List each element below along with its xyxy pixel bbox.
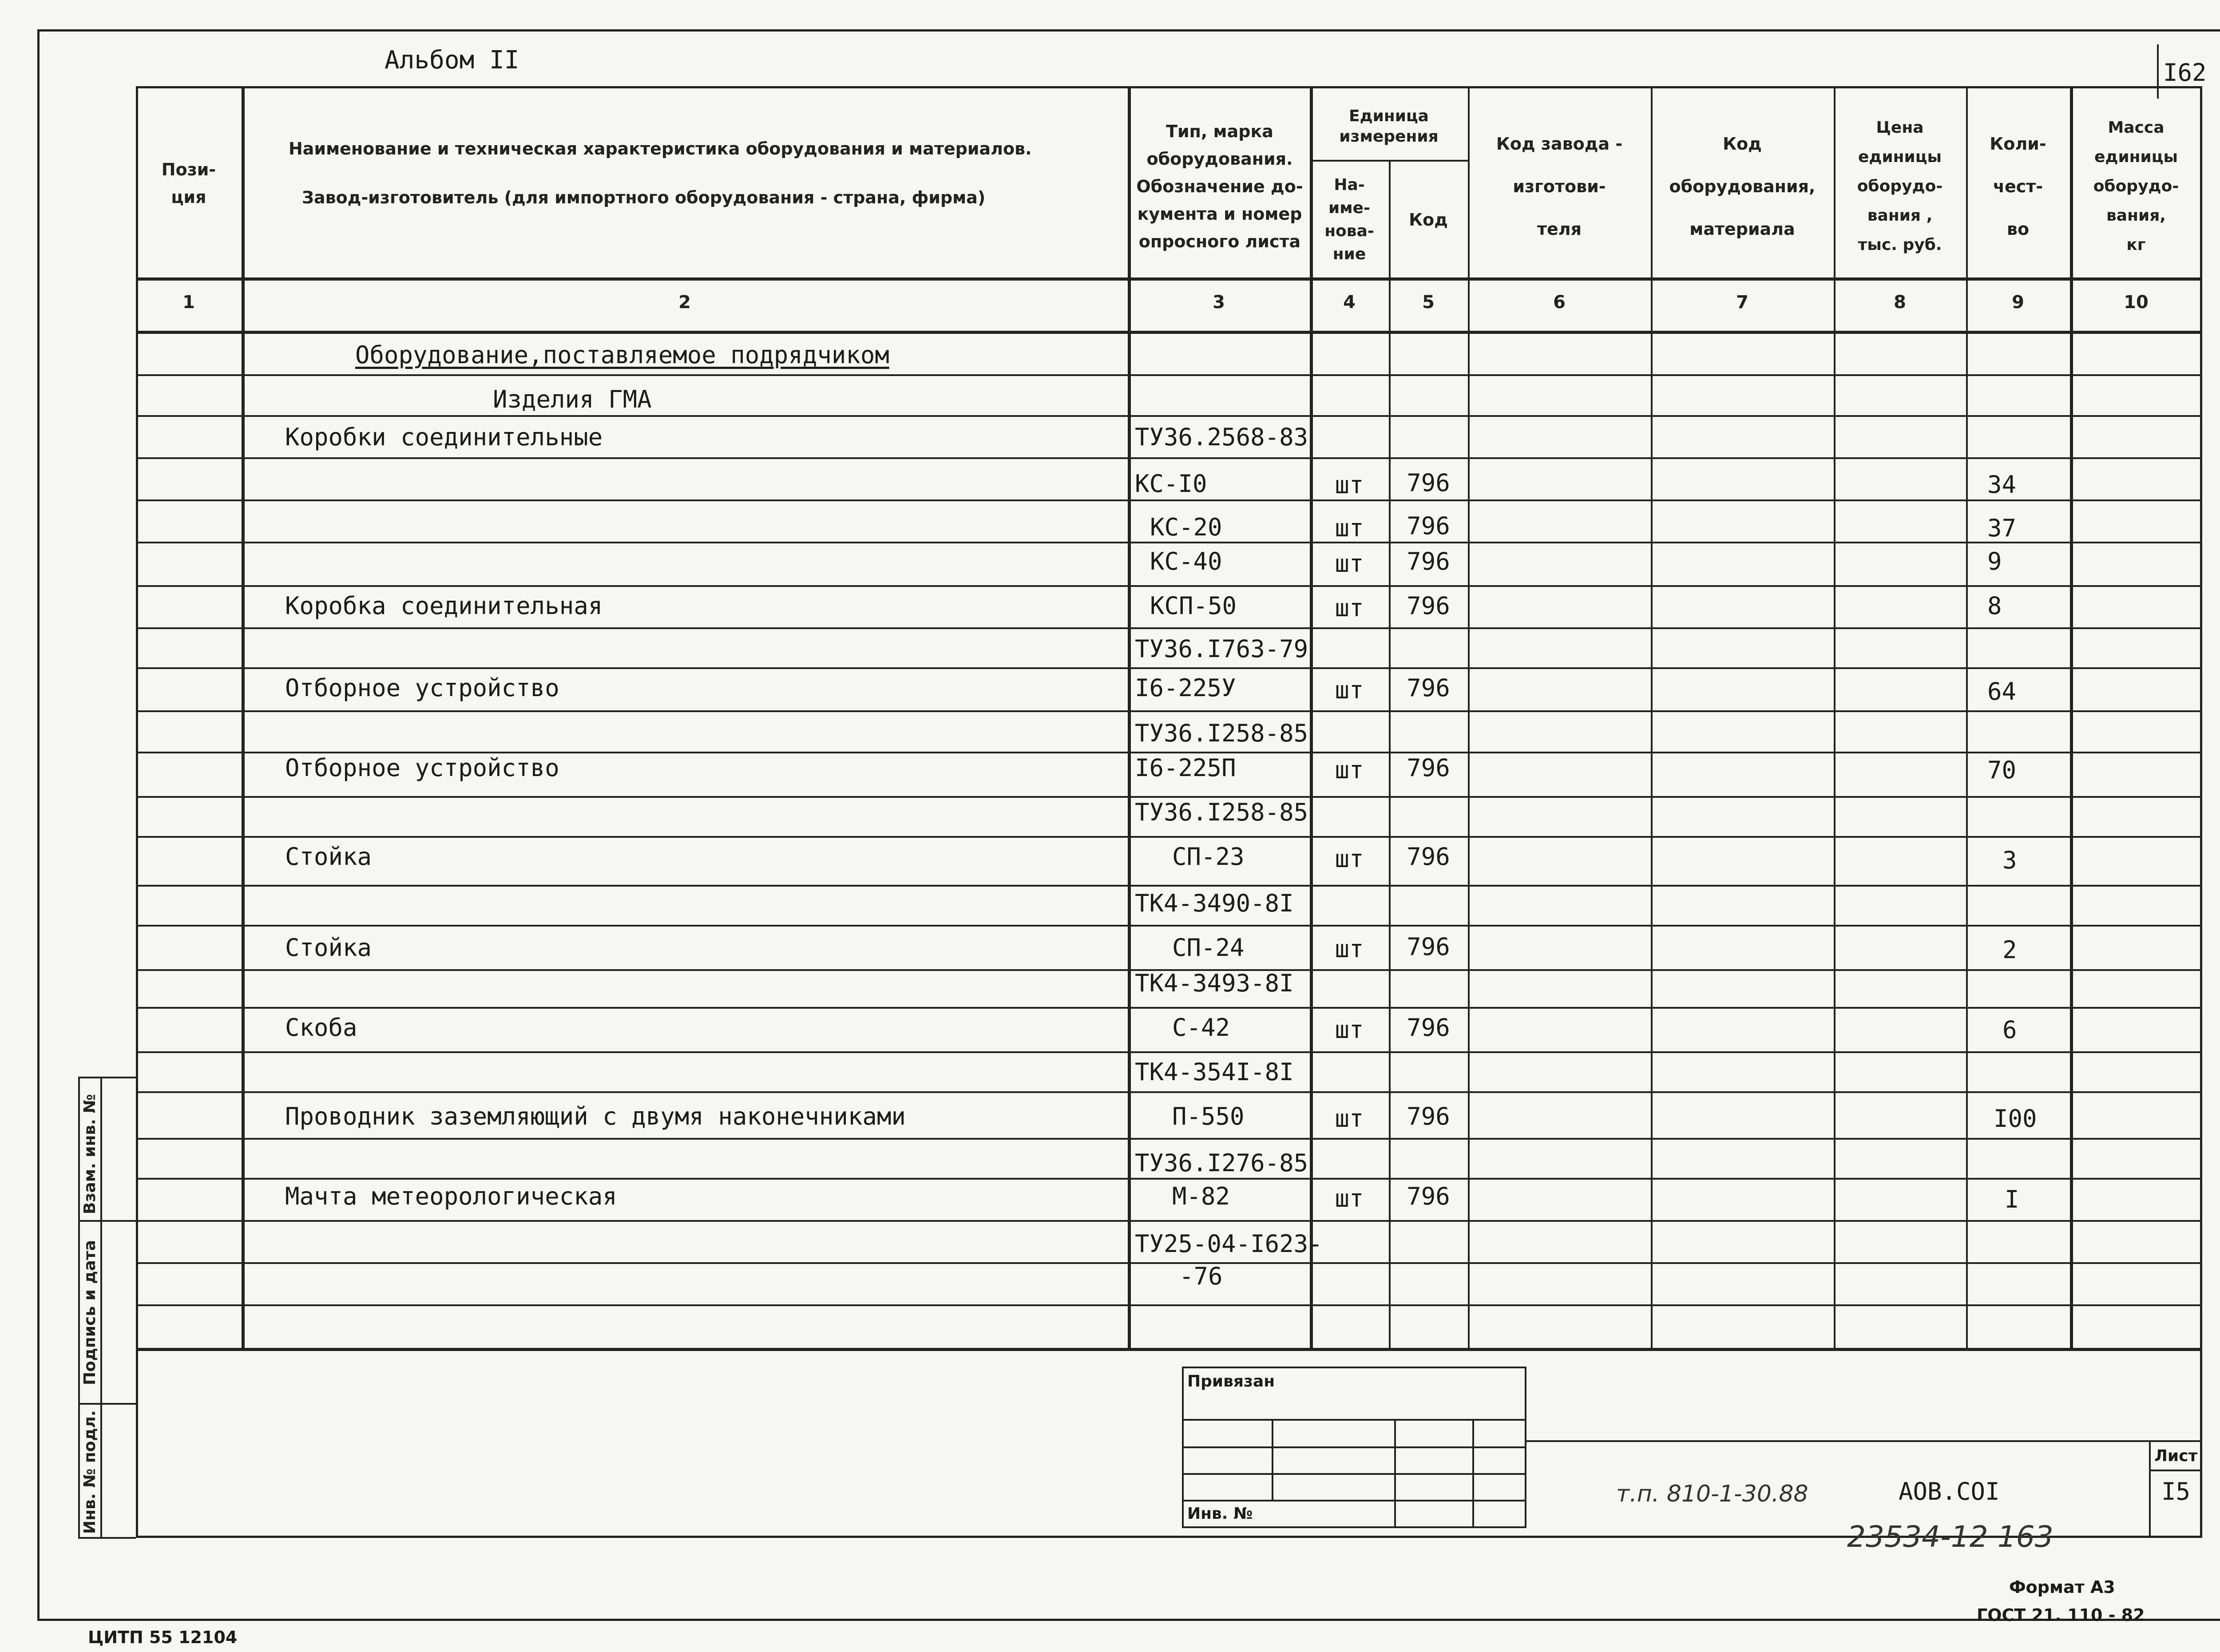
item-unit-code: 796 xyxy=(1407,469,1450,497)
col-number-8: 8 xyxy=(1894,292,1906,313)
document-mark: АОВ.СОI xyxy=(1899,1478,2000,1505)
title-block-line xyxy=(2149,1470,2202,1471)
item-unit-code: 796 xyxy=(1407,674,1450,702)
item-type: СП-24 xyxy=(1172,934,1245,962)
item-type: П-550 xyxy=(1172,1102,1245,1130)
row-line xyxy=(136,1262,2202,1264)
item-unit-code: 796 xyxy=(1407,1182,1450,1210)
col-header-price: Цена единицы оборудо- вания , тыс. руб. xyxy=(1857,119,1943,254)
col-line-3 xyxy=(1310,86,1313,1349)
row-line xyxy=(136,667,2202,669)
item-unit: шт xyxy=(1335,676,1364,704)
item-type: С-42 xyxy=(1172,1014,1230,1042)
item-quantity: 8 xyxy=(1987,592,2002,620)
col-header-plant-code: Код завода - изготови- теля xyxy=(1496,134,1623,239)
section-title: Оборудование,поставляемое подрядчиком xyxy=(355,341,889,369)
item-name: Коробка соединительная xyxy=(285,592,603,620)
album-title: Альбом II xyxy=(385,46,519,75)
binding-line xyxy=(1182,1473,1526,1475)
item-name: Коробки соединительные xyxy=(285,423,603,451)
corner-page-number: I62 xyxy=(2163,59,2207,87)
row-line xyxy=(136,885,2202,887)
binding-line xyxy=(1182,1419,1526,1421)
col-header-name-line1: Наименование и техническая характеристика оборудования и материалов. xyxy=(289,139,1032,158)
binding-line xyxy=(1182,1446,1526,1448)
col-line-9 xyxy=(2070,86,2073,1349)
col-header-position: Пози- ция xyxy=(161,159,216,207)
item-quantity: 9 xyxy=(1987,547,2002,575)
col-number-7: 7 xyxy=(1736,292,1748,313)
row-line xyxy=(136,374,2202,376)
col-line-4 xyxy=(1389,160,1391,1349)
row-line xyxy=(136,627,2202,629)
row-line xyxy=(136,1304,2202,1306)
row-line xyxy=(136,925,2202,927)
item-name: Отборное устройство xyxy=(285,674,559,702)
project-code: т.п. 810-1-30.88 xyxy=(1616,1481,1808,1507)
row-line xyxy=(136,1091,2202,1093)
col-line-2 xyxy=(1128,86,1131,1349)
side-stamp-line xyxy=(100,1077,102,1538)
row-line xyxy=(136,796,2202,798)
item-unit: шт xyxy=(1335,1016,1364,1044)
item-quantity: 2 xyxy=(2002,936,2017,964)
item-unit: шт xyxy=(1335,845,1364,873)
item-name: Скоба xyxy=(285,1014,357,1042)
item-unit-code: 796 xyxy=(1407,843,1450,871)
item-type: СП-23 xyxy=(1172,843,1245,871)
item-unit: шт xyxy=(1335,756,1364,784)
binding-line xyxy=(1272,1419,1273,1500)
col-number-3: 3 xyxy=(1213,292,1225,313)
colnum-bottom-line xyxy=(136,331,2202,334)
item-quantity: 37 xyxy=(1987,514,2017,542)
item-unit: шт xyxy=(1335,471,1364,499)
row-line xyxy=(136,710,2202,712)
unit-subheader-line xyxy=(1310,160,1468,162)
body-bottom-line xyxy=(136,1348,2202,1351)
row-line xyxy=(136,499,2202,501)
item-type: ТУ36.I258-85 xyxy=(1135,798,1308,826)
item-type: КС-I0 xyxy=(1135,470,1207,498)
item-quantity: I00 xyxy=(1994,1105,2037,1133)
citp-code: ЦИТП 55 12104 xyxy=(88,1628,238,1647)
item-type: ТУ36.I763-79 xyxy=(1135,635,1308,663)
row-line xyxy=(136,836,2202,838)
item-unit-code: 796 xyxy=(1407,754,1450,782)
row-line xyxy=(136,1220,2202,1222)
item-unit: шт xyxy=(1335,1185,1364,1212)
item-type: -76 xyxy=(1179,1262,1223,1290)
side-stamp-line xyxy=(78,1403,136,1405)
binding-line xyxy=(1394,1419,1396,1528)
row-line xyxy=(136,1138,2202,1140)
format-label: Формат А3 xyxy=(2009,1577,2115,1597)
row-line xyxy=(136,542,2202,543)
item-unit: шт xyxy=(1335,514,1364,542)
side-stamp-line xyxy=(78,1537,136,1539)
item-type: I6-225П xyxy=(1135,754,1236,782)
item-unit-code: 796 xyxy=(1407,1102,1450,1130)
item-type: М-82 xyxy=(1172,1182,1230,1210)
col-number-10: 10 xyxy=(2124,292,2149,313)
col-header-equipment-code: Код оборудования, материала xyxy=(1669,134,1816,239)
item-name: Проводник заземляющий с двумя наконечниками xyxy=(285,1102,906,1130)
item-name: Отборное устройство xyxy=(285,754,559,782)
item-unit-code: 796 xyxy=(1407,547,1450,575)
row-line xyxy=(136,752,2202,753)
col-number-6: 6 xyxy=(1553,292,1566,313)
binding-label: Привязан xyxy=(1187,1372,1275,1391)
title-block-line xyxy=(2149,1440,2151,1538)
item-unit-code: 796 xyxy=(1407,592,1450,620)
item-name: Стойка xyxy=(285,934,372,962)
item-quantity: 70 xyxy=(1987,756,2017,784)
item-quantity: 3 xyxy=(2002,846,2017,874)
col-header-unit: Единица измерения xyxy=(1339,107,1439,146)
col-line-7 xyxy=(1834,86,1835,1349)
item-quantity: I xyxy=(2005,1185,2019,1213)
subsection-title: Изделия ГМА xyxy=(493,385,652,413)
item-type: КС-20 xyxy=(1150,513,1222,541)
col-number-2: 2 xyxy=(678,292,691,313)
item-unit: шт xyxy=(1335,935,1364,963)
archive-number: 23534-12 163 xyxy=(1847,1520,2054,1554)
gost-label: ГОСТ 21. 110 - 82 xyxy=(1977,1605,2145,1625)
item-type: I6-225У xyxy=(1135,674,1236,702)
binding-line xyxy=(1472,1419,1474,1528)
col-number-9: 9 xyxy=(2012,292,2024,313)
item-type: ТУ36.I258-85 xyxy=(1135,719,1308,747)
row-line xyxy=(136,415,2202,417)
side-stamp-line xyxy=(78,1077,80,1538)
item-quantity: 64 xyxy=(1987,677,2017,705)
item-quantity: 6 xyxy=(2002,1016,2017,1044)
title-block-line xyxy=(1526,1440,2202,1442)
replace-inv-label: Взам. инв. № xyxy=(81,1094,99,1214)
item-type: ТУ36.2568-83 xyxy=(1135,423,1308,451)
row-line xyxy=(136,457,2202,459)
col-header-mass: Масса единицы оборудо- вания, кг xyxy=(2093,119,2179,254)
side-stamp-line xyxy=(78,1077,136,1078)
binding-inv-label: Инв. № xyxy=(1187,1505,1253,1523)
col-header-type: Тип, марка оборудования. Обозначение до- кумента и номер опросного листа xyxy=(1136,122,1303,251)
item-type: КС-40 xyxy=(1150,547,1222,575)
col-header-unit-code: Код xyxy=(1409,210,1448,230)
item-unit: шт xyxy=(1335,594,1364,622)
item-unit: шт xyxy=(1335,550,1364,578)
row-line xyxy=(136,585,2202,587)
item-unit: шт xyxy=(1335,1105,1364,1133)
col-number-5: 5 xyxy=(1422,292,1435,313)
sheet-number: I5 xyxy=(2161,1478,2191,1505)
col-line-6 xyxy=(1651,86,1653,1349)
row-line xyxy=(136,1007,2202,1009)
col-number-1: 1 xyxy=(182,292,195,313)
col-header-quantity: Коли- чест- во xyxy=(1990,134,2046,239)
item-type: ТУ36.I276-85 xyxy=(1135,1149,1308,1177)
item-name: Мачта метеорологическая xyxy=(285,1182,617,1210)
item-unit-code: 796 xyxy=(1407,1014,1450,1042)
item-type: ТУ25-04-I623- xyxy=(1135,1230,1323,1258)
col-line-5 xyxy=(1468,86,1470,1349)
item-type: ТК4-3490-8I xyxy=(1135,889,1294,917)
item-type: ТК4-354I-8I xyxy=(1135,1058,1294,1086)
item-unit-code: 796 xyxy=(1407,933,1450,961)
sheet-label: Лист xyxy=(2154,1447,2198,1465)
col-header-unit-name: На- име- нова- ние xyxy=(1324,176,1374,263)
side-stamp-line xyxy=(78,1220,136,1222)
col-line-8 xyxy=(1966,86,1968,1349)
item-quantity: 34 xyxy=(1987,471,2017,499)
col-line-1 xyxy=(242,86,245,1349)
original-inv-label: Инв. № подл. xyxy=(81,1410,99,1534)
item-unit-code: 796 xyxy=(1407,512,1450,540)
header-bottom-line xyxy=(136,277,2202,281)
item-type: КСП-50 xyxy=(1150,592,1237,620)
col-number-4: 4 xyxy=(1343,292,1356,313)
item-type: ТК4-3493-8I xyxy=(1135,969,1294,997)
col-header-name-line2: Завод-изготовитель (для импортного оборудования - страна, фирма) xyxy=(302,188,986,207)
row-line xyxy=(136,1178,2202,1180)
item-name: Стойка xyxy=(285,843,372,871)
row-line xyxy=(136,1051,2202,1053)
signature-date-label: Подпись и дата xyxy=(81,1240,99,1385)
